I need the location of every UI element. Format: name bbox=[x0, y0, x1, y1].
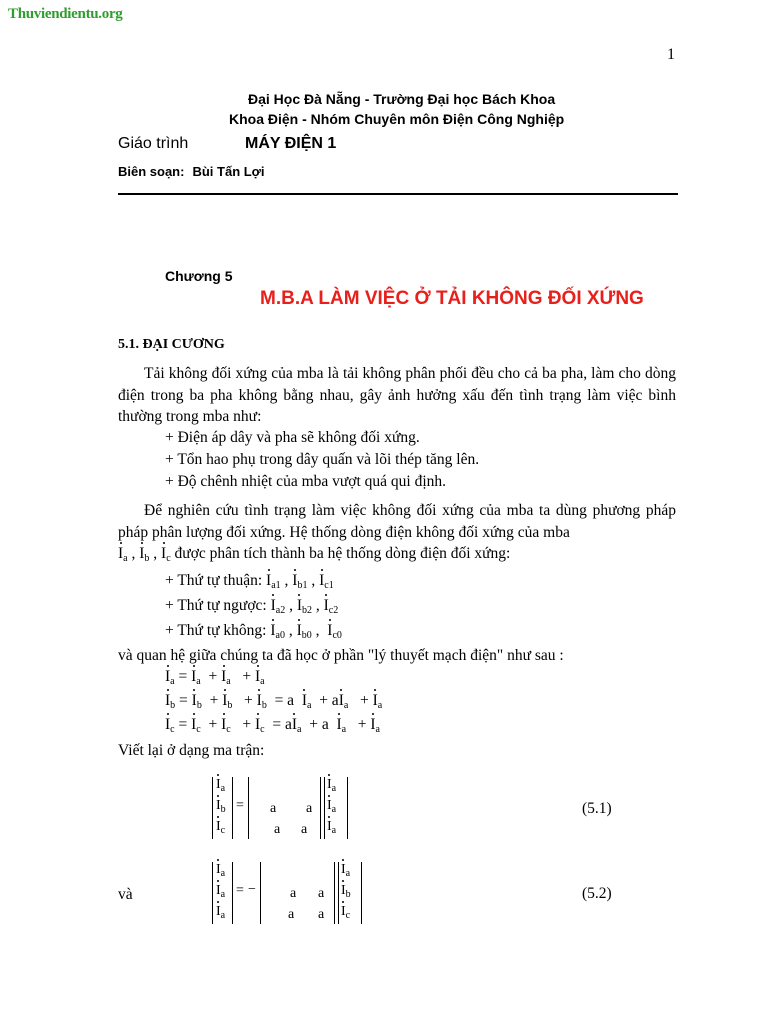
author-line bbox=[118, 164, 265, 179]
negative-sequence-label: + Thứ tự ngược: bbox=[165, 597, 267, 614]
positive-sequence-line bbox=[165, 572, 334, 591]
relation-text: và quan hệ giữa chúng ta đã học ở phần "lý thuyết mạch điện" như sau : bbox=[118, 647, 564, 664]
equation-ia: $I_a = I_a + I_a + I_a$ bbox=[165, 668, 265, 687]
and-label: và bbox=[118, 886, 133, 903]
chapter-title: M.B.A LÀM VIỆC Ở TẢI KHÔNG ĐỐI XỨNG bbox=[260, 288, 644, 309]
matrix-intro-text: Viết lại ở dạng ma trận: bbox=[118, 742, 265, 759]
bullet-item: + Điện áp dây và pha sẽ không đối xứng. bbox=[165, 429, 420, 446]
zero-sequence-label: + Thứ tự không: bbox=[165, 622, 267, 639]
equation-number-1: (5.1) bbox=[582, 800, 612, 817]
negative-sequence-symbols: $I_{a2}$ , $I_{b2}$ , $I_{c2}$ bbox=[270, 597, 339, 616]
university-header: Đại Học Đà Nẵng - Trường Đại học Bách Khoa bbox=[248, 91, 556, 107]
header-divider bbox=[118, 193, 678, 195]
bullet-item: + Tổn hao phụ trong dây quấn và lõi thép tăng lên. bbox=[165, 451, 480, 468]
textbook-label: Giáo trình bbox=[118, 135, 189, 152]
faculty-header: Khoa Điện - Nhóm Chuyên môn Điện Công Nghiệp bbox=[229, 111, 565, 127]
matrix-equation-1: $I_a$ $I_b$ $I_c$ = a a a a $I_a$ $I_a$ $I_a$ bbox=[212, 777, 372, 842]
section-heading: 5.1. ĐẠI CƯƠNG bbox=[118, 337, 225, 352]
paragraph-method: Để nghiên cứu tình trạng làm việc không đối xứng của mba ta dùng phương pháp pháp phân lượng đối xứng. Hệ thống dòng điện không đối xứng của mba bbox=[118, 502, 676, 541]
textbook-title: MÁY ĐIỆN 1 bbox=[245, 135, 337, 152]
equation-ic: $I_c = I_c + I_c + I_c = aI_a + a$ $I_a + I_a$ bbox=[165, 716, 380, 735]
paragraph-method-tail: được phân tích thành ba hệ thống dòng điện đối xứng: bbox=[174, 545, 511, 562]
chapter-label: Chương 5 bbox=[165, 268, 233, 284]
matrix-equation-2: $I_a$ $I_a$ $I_a$ = − a a a a $I_a$ $I_b$ $I_c$ bbox=[212, 862, 372, 927]
equation-number-2: (5.2) bbox=[582, 885, 612, 902]
page-number: 1 bbox=[667, 46, 675, 63]
zero-sequence-line bbox=[165, 622, 342, 641]
bullet-item: + Độ chênh nhiệt của mba vượt quá qui định. bbox=[165, 473, 447, 490]
zero-sequence-symbols: $I_{a0}$ , $I_{b0}$ , $I_{c0}$ bbox=[270, 622, 342, 641]
current-symbols: $I_a$ , $I_b$ , $I_c$ bbox=[118, 545, 171, 564]
negative-sequence-line bbox=[165, 597, 338, 616]
watermark-logo: Thuviendientu.org bbox=[8, 6, 123, 22]
current-vector-line bbox=[118, 545, 510, 564]
paragraph-intro: Tải không đối xứng của mba là tải không phân phối đều cho cả ba pha, làm cho dòng điện trong ba pha không bằng nhau, gây ảnh hưởng xấu đến tình trạng làm việc bình thường trong mba như: bbox=[118, 365, 676, 425]
author-name: Bùi Tấn Lợi bbox=[192, 164, 265, 179]
positive-sequence-symbols: $I_{a1}$ , $I_{b1}$ , $I_{c1}$ bbox=[266, 572, 334, 591]
positive-sequence-label: + Thứ tự thuận: bbox=[165, 572, 263, 589]
author-label: Biên soạn: bbox=[118, 164, 185, 179]
equation-ib: $I_b = I_b + I_b + I_b = a$ $I_a + aI_a + I_a$ bbox=[165, 692, 383, 711]
